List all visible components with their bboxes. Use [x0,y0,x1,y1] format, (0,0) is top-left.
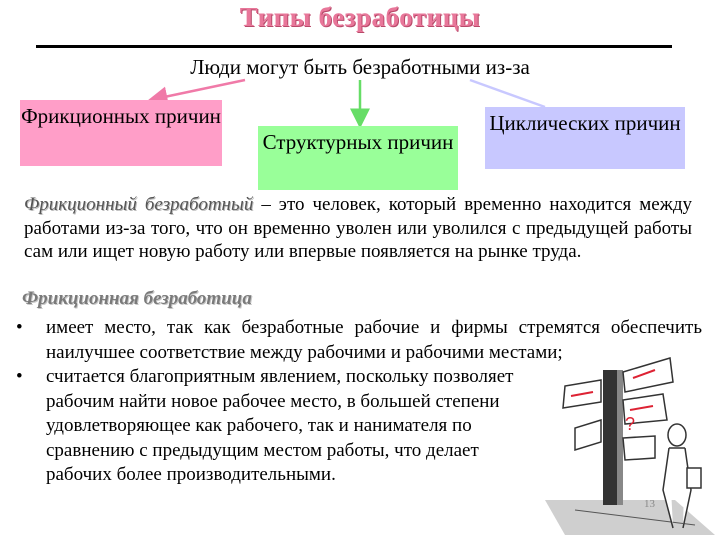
section-heading: Фрикционная безработица [22,288,252,309]
structural-box: Структурных причин [258,126,458,190]
bullet-icon: • [16,366,23,387]
svg-text:?: ? [625,414,636,434]
list-item: • считается благоприятным явлением, поскольку позволяет рабочим найти новое рабочее место, в большей степени удовлетворяющее как рабочего, так и нанимателя по сравнению с предыдущим местом работы, что делает рабочих более производительными. [16,366,514,485]
bullet-list [12,316,702,488]
definition-paragraph [24,193,692,264]
page-number: 13 [644,498,655,510]
slide-title: Типы безработицы [239,2,481,32]
cyclical-box: Циклических причин [485,107,685,169]
line-to-cyclical [470,80,545,107]
definition-text: – это человек, который временно находится между работами из-за того, что он временно уволен или уволился с предыдущей работы сам или ищет новую работу или впервые появляется на рынке труда. [24,194,692,262]
subtitle: Люди могут быть безработными из-за [190,55,530,79]
frictional-box: Фрикционных причин [20,100,222,166]
arrow-to-frictional [150,80,245,100]
list-item: • имеет место, так как безработные рабочие и фирмы стремятся обеспечить наилучшее соответствие между рабочими и рабочими местами; [16,317,702,363]
definition-term: Фрикционный безработный [24,194,254,215]
bullet-icon: • [16,317,23,338]
